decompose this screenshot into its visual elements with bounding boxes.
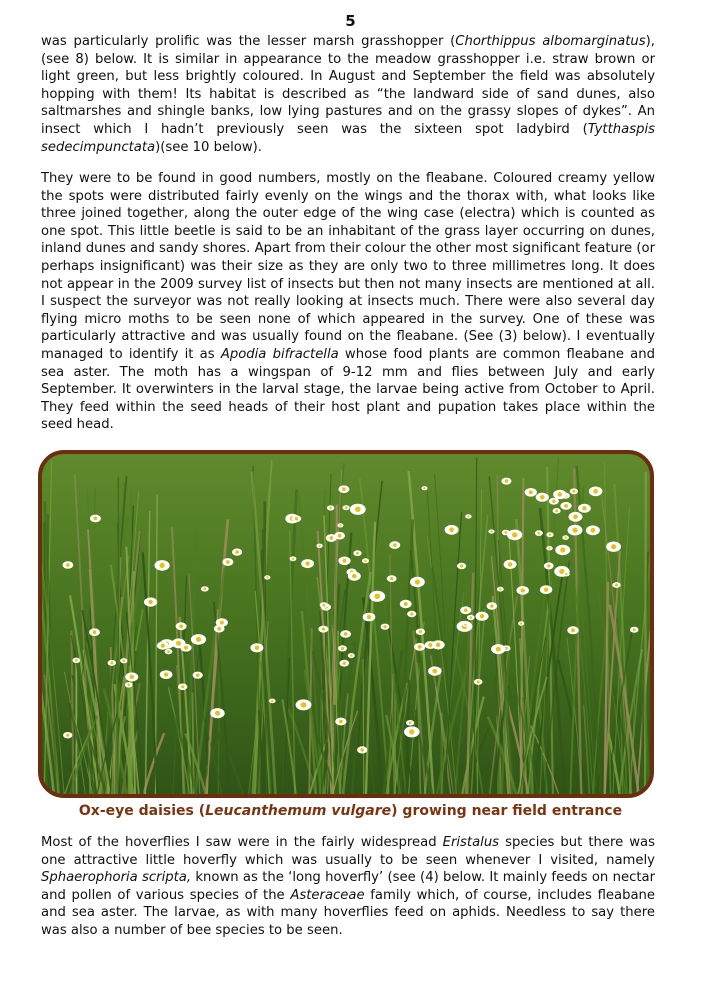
daisy: [462, 623, 468, 627]
daisy: [338, 485, 349, 493]
daisy: [327, 505, 334, 510]
daisy: [445, 525, 459, 535]
species-name: Apodia bifractella: [220, 346, 339, 362]
genus-name: Eristalus: [442, 835, 500, 850]
daisy: [630, 627, 639, 633]
daisy: [172, 638, 186, 648]
daisy: [340, 660, 350, 667]
daisy: [176, 622, 187, 630]
daisy-field-photo: [38, 450, 654, 798]
daisy: [536, 493, 549, 502]
daisy: [334, 532, 345, 540]
text-span: was particularly prolific was the lesser marsh grasshopper (: [41, 34, 456, 49]
daisy: [553, 508, 561, 514]
daisy: [406, 720, 414, 726]
species-name: Sphaerophoria scripta,: [41, 870, 192, 886]
daisy: [250, 643, 263, 652]
daisy: [357, 746, 367, 753]
family-name: Asteraceae: [290, 887, 365, 903]
daisy: [160, 670, 173, 679]
photo-caption: [0, 803, 701, 819]
daisy: [340, 630, 351, 638]
daisy: [348, 572, 361, 581]
daisy: [501, 478, 511, 485]
daisy: [120, 658, 127, 663]
daisy: [389, 541, 400, 549]
daisy: [475, 612, 488, 621]
daisy: [362, 558, 369, 563]
caption-species: Leucanthemum vulgare: [205, 803, 392, 819]
daisy: [335, 718, 346, 726]
daisy: [369, 591, 385, 602]
daisy: [563, 572, 570, 577]
daisy: [612, 582, 620, 588]
daisy: [410, 577, 425, 587]
daisy: [363, 613, 376, 622]
grass-blade: [363, 659, 364, 794]
daisy: [296, 699, 312, 710]
daisy: [165, 649, 173, 654]
daisy: [525, 488, 537, 497]
meadow-illustration: [42, 454, 650, 794]
daisy: [348, 653, 355, 658]
daisy: [400, 600, 412, 608]
daisy: [353, 550, 361, 556]
daisy: [155, 560, 170, 571]
page-number: 5: [345, 12, 356, 30]
daisy: [460, 606, 471, 614]
daisy: [570, 488, 578, 494]
daisy: [497, 587, 504, 592]
daisy: [125, 672, 138, 681]
daisy: [540, 585, 552, 594]
daisy: [210, 708, 224, 718]
text-span: They were to be found in good numbers, mostly on the fleabane. Coloured creamy yellow the spots were distributed fairly evenly on the wings and the thorax with, what looks like three joined together, along the outer edge of the wing case (electra) which is counted as one spot. This little beetle is said to be an inhabitant of the grass layer occurring on dunes, inland dunes and sandy shores. Apart from their colour the other most significant feature (or perhaps insignificant) was their size as they are only two to three millimetres long. It does not appear in the 2009 survey list of insects but then not many insects are mentioned at all. I suspect the surveyor was not really looking at insects much. There were also several day flying micro moths to be seen none of which appeared in the survey. One of these was particularly attractive and was usually found on the fleabane. (See (3) below). I eventually managed to identify it as: [41, 171, 655, 362]
daisy: [560, 502, 571, 510]
daisy: [125, 682, 133, 687]
daisy: [518, 621, 524, 625]
daisy: [387, 575, 397, 582]
daisy: [301, 559, 314, 568]
daisy: [428, 666, 441, 675]
daisy: [232, 549, 242, 556]
text-span: whose food plants are common fleabane and sea aster. The moth has a wingspan of 9-12 mm and flies between July and early September. It overwinters in the larval stage, the larvae being active from October to April. They feed within the seed heads of their host plant and pupation takes place within the seed head.: [41, 346, 655, 433]
daisy: [381, 624, 390, 630]
paragraph-ladybird-moth: [41, 170, 655, 434]
caption-text: Ox-eye daisies (: [78, 803, 206, 819]
species-name: Tytthaspis sedecimpunctata: [41, 121, 655, 155]
daisy: [404, 726, 420, 737]
daisy: [567, 626, 578, 634]
daisy: [589, 487, 603, 497]
daisy: [517, 586, 529, 595]
daisy: [144, 597, 157, 606]
daisy: [562, 535, 569, 540]
daisy: [90, 515, 101, 523]
daisy: [606, 542, 621, 552]
daisy: [546, 532, 553, 537]
daisy: [555, 545, 570, 555]
daisy: [201, 586, 209, 591]
daisy: [544, 562, 554, 569]
daisy: [416, 629, 425, 635]
daisy: [488, 529, 494, 533]
daisy: [414, 643, 425, 651]
caption-text: ) growing near field entrance: [391, 803, 623, 819]
daisy: [292, 515, 302, 522]
daisy: [474, 679, 483, 685]
text-span: species but there was one attractive little hoverfly which was usually to be seen whenever I visited, namely: [41, 835, 655, 868]
daisy: [407, 611, 416, 617]
text-span: )(see 10 below).: [155, 139, 262, 155]
daisy: [350, 504, 366, 515]
daisy: [578, 504, 591, 513]
daisy: [73, 658, 81, 663]
daisy: [457, 563, 466, 569]
daisy: [425, 641, 436, 649]
text-span: ), (see 8) below. It is similar in appearance to the meadow grasshopper i.e. straw brown or light green, but less brightly coloured. In August and September the field was absolutely hopping with them! Its habitat is described as “the landward side of sand dunes, also saltmarshes and shingle banks, low lying pastures and on the grassy slopes of dykes”. An insect which I hadn’t previously seen was the sixteen spot ladybird (: [41, 34, 655, 137]
daisy: [178, 684, 187, 691]
daisy: [338, 645, 347, 651]
daisy: [318, 626, 328, 633]
daisy: [193, 672, 203, 679]
daisy: [343, 505, 350, 510]
daisy: [546, 546, 552, 550]
text-span: known as the ‘long hoverfly’ (see (4) below. It mainly feeds on nectar and pollen of various species of the: [41, 870, 655, 903]
daisy: [157, 642, 169, 650]
paragraph-hoverflies: [41, 834, 655, 940]
daisy: [63, 561, 74, 569]
daisy: [467, 615, 475, 620]
daisy: [108, 660, 116, 666]
daisy: [214, 625, 225, 633]
daisy: [89, 628, 100, 636]
daisy: [504, 560, 517, 569]
daisy: [269, 699, 276, 704]
daisy: [487, 602, 498, 609]
daisy: [569, 512, 583, 522]
daisy: [316, 544, 322, 548]
daisy: [465, 514, 471, 518]
daisy: [320, 602, 328, 608]
daisy: [535, 530, 543, 536]
daisy: [553, 490, 566, 499]
daisy: [63, 732, 72, 738]
text-span: family which, of course, includes fleabane and sea aster. The larvae, as with many hoverflies feed on aphids. Needless to say there was also a number of bee species to be seen.: [41, 887, 655, 938]
daisy: [222, 558, 233, 566]
text-span: Most of the hoverflies I saw were in the fairly widespread: [41, 835, 443, 850]
grass-blade: [645, 472, 646, 794]
daisy: [491, 644, 505, 654]
daisy: [191, 634, 206, 645]
paragraph-grasshopper: [41, 33, 655, 156]
daisy: [422, 486, 428, 490]
daisy: [337, 523, 343, 527]
daisy: [264, 575, 270, 579]
daisy: [338, 557, 350, 566]
species-name: Chorthippus albomarginatus: [455, 34, 646, 49]
daisy: [507, 530, 522, 541]
daisy: [568, 525, 583, 536]
daisy: [586, 525, 600, 535]
daisy: [290, 556, 297, 561]
